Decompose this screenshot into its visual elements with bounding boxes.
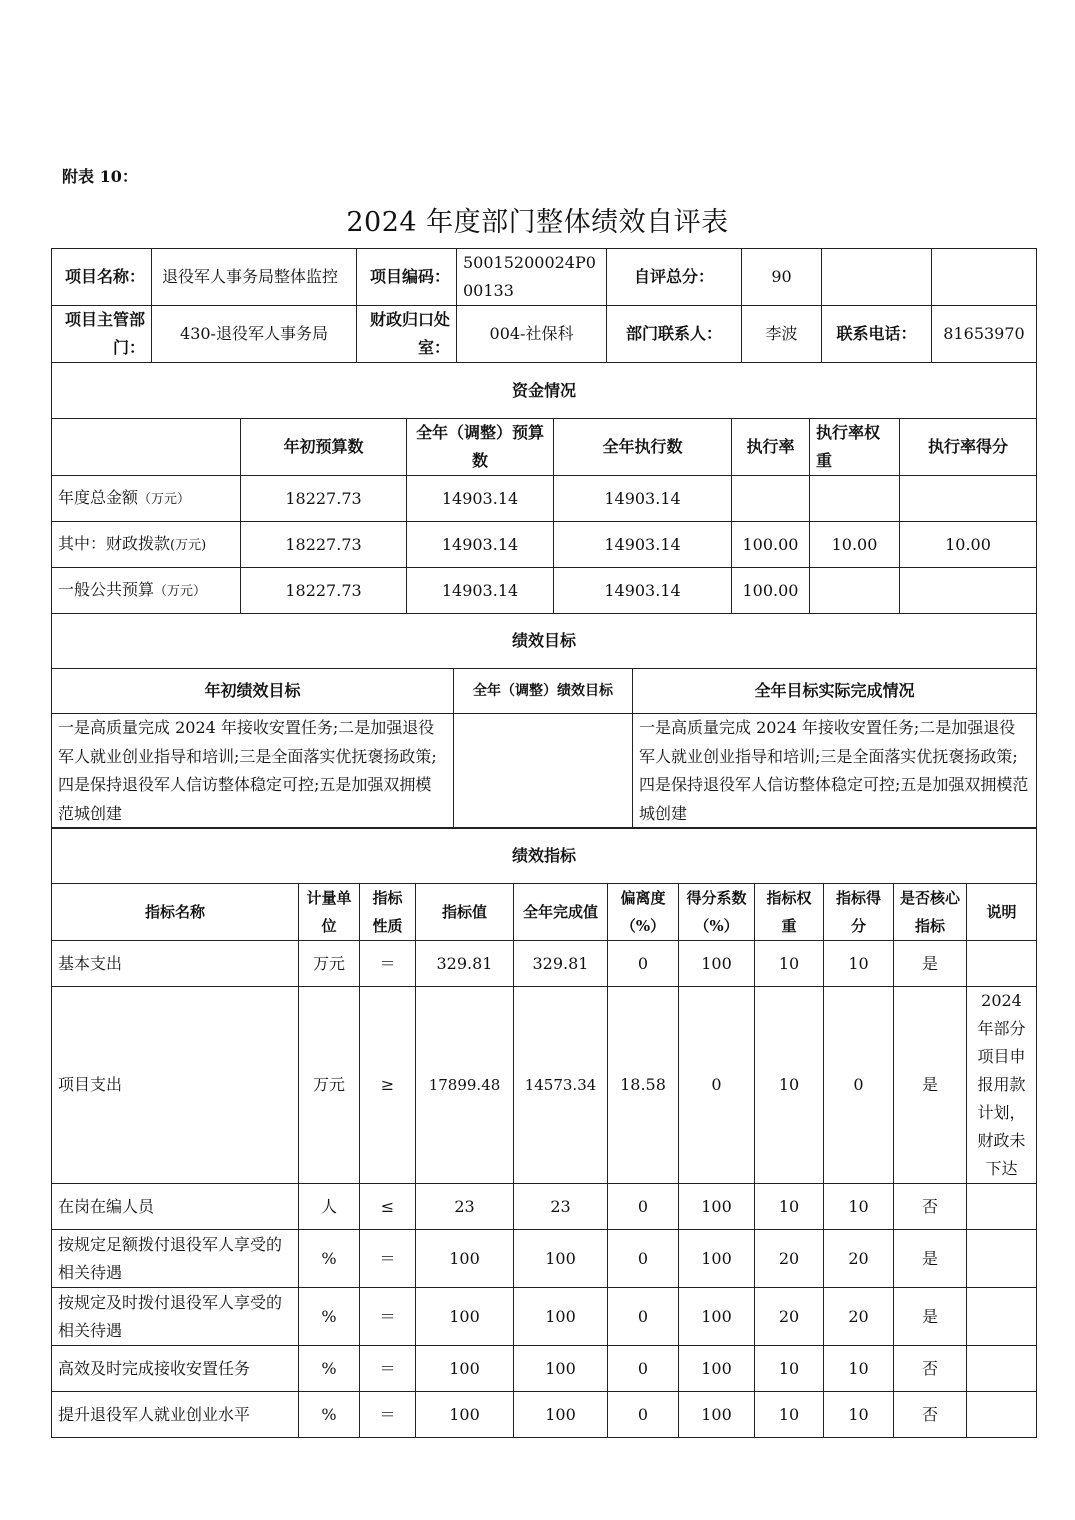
table-row: [52, 1184, 1037, 1230]
indicator-score: 20: [824, 1288, 894, 1346]
project-name-label: 项目名称：: [52, 249, 152, 306]
cell-executed: 14903.14: [554, 568, 732, 614]
table-row: [52, 1392, 1037, 1438]
cell-weight: [810, 476, 900, 522]
indicator-name: 项目支出: [52, 987, 299, 1184]
indicator-note: [967, 1392, 1037, 1438]
contact-value: 李波: [742, 306, 822, 363]
indicator-nature: ＝: [360, 941, 416, 987]
funds-table: [51, 362, 1037, 614]
cell-score: 10.00: [900, 522, 1037, 568]
phone-value: 81653970: [932, 306, 1037, 363]
actual-goal-text: 一是高质量完成 2024 年接收安置任务;二是加强退役军人就业创业指导和培训;三是全面落实优抚褒扬政策;四是保持退役军人信访整体稳定可控;五是加强双拥模范城创建: [633, 714, 1037, 829]
self-score-label: 自评总分：: [607, 249, 742, 306]
indicator-coefficient: 100: [679, 1230, 755, 1288]
indicator-core: 是: [894, 1288, 967, 1346]
indicator-deviation: 0: [608, 1346, 679, 1392]
indicator-actual: 23: [514, 1184, 608, 1230]
indicator-nature: ＝: [360, 1346, 416, 1392]
indicators-table: [51, 827, 1037, 1438]
cell-adjusted: 14903.14: [407, 568, 554, 614]
table-row: [52, 476, 1037, 522]
indicator-coefficient: 100: [679, 941, 755, 987]
indicator-core: 否: [894, 1184, 967, 1230]
table-row: [52, 1346, 1037, 1392]
indicator-note: [967, 1230, 1037, 1288]
dept-value: 430-退役军人事务局: [152, 306, 357, 363]
indicator-score: 10: [824, 941, 894, 987]
cell-rate: 100.00: [732, 522, 810, 568]
project-name-value: 退役军人事务局整体监控: [152, 249, 357, 306]
empty-cell: [822, 249, 932, 306]
col-rate-weight: 执行率权重: [810, 419, 900, 476]
col-indicator-name: 指标名称: [52, 884, 299, 941]
indicator-deviation: 0: [608, 1230, 679, 1288]
table-row: [52, 941, 1037, 987]
empty-cell: [52, 419, 241, 476]
indicator-score: 10: [824, 1392, 894, 1438]
adjusted-goal-text: [454, 714, 633, 829]
goals-section-title: 绩效目标: [52, 614, 1037, 669]
initial-goal-text: 一是高质量完成 2024 年接收安置任务;二是加强退役军人就业创业指导和培训;三是全面落实优抚褒扬政策;四是保持退役军人信访整体稳定可控;五是加强双拥模范城创建: [52, 714, 454, 829]
col-executed: 全年执行数: [554, 419, 732, 476]
indicator-score: 20: [824, 1230, 894, 1288]
indicator-weight: 10: [755, 941, 824, 987]
indicator-note: 2024 年部分项目申报用款计划，财政未下达: [967, 987, 1037, 1184]
indicator-nature: ≤: [360, 1184, 416, 1230]
row-label: 一般公共预算（万元）: [52, 568, 241, 614]
dept-label: 项目主管部门：: [52, 306, 152, 363]
indicator-actual: 14573.34: [514, 987, 608, 1184]
col-initial-goal: 年初绩效目标: [52, 669, 454, 714]
project-code-label: 项目编码：: [357, 249, 457, 306]
indicator-core: 是: [894, 987, 967, 1184]
self-score-value: 90: [742, 249, 822, 306]
indicator-name: 按规定及时拨付退役军人享受的相关待遇: [52, 1288, 299, 1346]
indicator-score: 0: [824, 987, 894, 1184]
empty-cell: [932, 249, 1037, 306]
indicator-coefficient: 0: [679, 987, 755, 1184]
table-row: [52, 987, 1037, 1184]
indicator-name: 按规定足额拨付退役军人享受的相关待遇: [52, 1230, 299, 1288]
indicator-deviation: 18.58: [608, 987, 679, 1184]
col-adjusted-goal: 全年（调整）绩效目标: [454, 669, 633, 714]
col-actual: 全年完成值: [514, 884, 608, 941]
indicator-coefficient: 100: [679, 1392, 755, 1438]
col-rate-score: 执行率得分: [900, 419, 1037, 476]
indicator-actual: 100: [514, 1288, 608, 1346]
indicator-unit: %: [299, 1230, 360, 1288]
col-unit: 计量单位: [299, 884, 360, 941]
indicators-section-title: 绩效指标: [52, 828, 1037, 884]
col-nature: 指标性质: [360, 884, 416, 941]
finance-value: 004-社保科: [457, 306, 607, 363]
indicator-score: 10: [824, 1184, 894, 1230]
col-note: 说明: [967, 884, 1037, 941]
indicator-weight: 10: [755, 1184, 824, 1230]
indicator-nature: ≥: [360, 987, 416, 1184]
phone-label: 联系电话：: [822, 306, 932, 363]
col-core: 是否核心指标: [894, 884, 967, 941]
col-score: 指标得分: [824, 884, 894, 941]
indicator-actual: 100: [514, 1230, 608, 1288]
indicator-deviation: 0: [608, 1184, 679, 1230]
indicator-actual: 100: [514, 1392, 608, 1438]
page-title: 2024 年度部门整体绩效自评表: [346, 207, 729, 238]
indicator-nature: ＝: [360, 1230, 416, 1288]
indicator-nature: ＝: [360, 1392, 416, 1438]
indicator-name: 提升退役军人就业创业水平: [52, 1392, 299, 1438]
cell-initial: 18227.73: [241, 476, 407, 522]
cell-adjusted: 14903.14: [407, 522, 554, 568]
indicator-target: 100: [416, 1230, 514, 1288]
indicator-note: [967, 1184, 1037, 1230]
indicator-coefficient: 100: [679, 1184, 755, 1230]
indicator-coefficient: 100: [679, 1288, 755, 1346]
indicator-unit: %: [299, 1346, 360, 1392]
indicator-nature: ＝: [360, 1288, 416, 1346]
table-row: [52, 522, 1037, 568]
cell-executed: 14903.14: [554, 522, 732, 568]
indicator-coefficient: 100: [679, 1346, 755, 1392]
cell-rate: [732, 476, 810, 522]
goals-table: [51, 613, 1037, 829]
indicator-target: 100: [416, 1288, 514, 1346]
col-coefficient: 得分系数（%）: [679, 884, 755, 941]
col-deviation: 偏离度（%）: [608, 884, 679, 941]
indicator-target: 23: [416, 1184, 514, 1230]
indicator-weight: 20: [755, 1230, 824, 1288]
indicator-target: 100: [416, 1346, 514, 1392]
cell-executed: 14903.14: [554, 476, 732, 522]
indicator-unit: %: [299, 1288, 360, 1346]
indicator-weight: 20: [755, 1288, 824, 1346]
indicator-actual: 329.81: [514, 941, 608, 987]
cell-score: [900, 476, 1037, 522]
table-row: [52, 1230, 1037, 1288]
indicator-core: 是: [894, 941, 967, 987]
indicator-deviation: 0: [608, 1288, 679, 1346]
col-rate: 执行率: [732, 419, 810, 476]
col-actual-goal: 全年目标实际完成情况: [633, 669, 1037, 714]
row-label: 年度总金额（万元）: [52, 476, 241, 522]
col-target: 指标值: [416, 884, 514, 941]
indicator-target: 329.81: [416, 941, 514, 987]
indicator-note: [967, 1346, 1037, 1392]
funds-section-title: 资金情况: [52, 363, 1037, 419]
indicator-core: 是: [894, 1230, 967, 1288]
indicator-unit: 人: [299, 1184, 360, 1230]
indicator-weight: 10: [755, 1346, 824, 1392]
header-table: [51, 248, 1037, 363]
indicator-score: 10: [824, 1346, 894, 1392]
col-initial-budget: 年初预算数: [241, 419, 407, 476]
cell-weight: 10.00: [810, 522, 900, 568]
indicator-weight: 10: [755, 987, 824, 1184]
cell-initial: 18227.73: [241, 522, 407, 568]
indicator-core: 否: [894, 1346, 967, 1392]
cell-weight: [810, 568, 900, 614]
indicator-core: 否: [894, 1392, 967, 1438]
col-weight: 指标权重: [755, 884, 824, 941]
indicator-note: [967, 941, 1037, 987]
indicator-deviation: 0: [608, 941, 679, 987]
cell-rate: 100.00: [732, 568, 810, 614]
indicator-target: 17899.48: [416, 987, 514, 1184]
indicator-deviation: 0: [608, 1392, 679, 1438]
row-label: 其中：财政拨款(万元): [52, 522, 241, 568]
indicator-note: [967, 1288, 1037, 1346]
indicator-name: 在岗在编人员: [52, 1184, 299, 1230]
col-adjusted-budget: 全年（调整）预算数: [407, 419, 554, 476]
cell-initial: 18227.73: [241, 568, 407, 614]
project-code-value: 50015200024P000133: [457, 249, 607, 306]
attachment-label: 附表 10：: [62, 167, 138, 186]
finance-label: 财政归口处室：: [357, 306, 457, 363]
indicator-unit: 万元: [299, 987, 360, 1184]
table-row: [52, 1288, 1037, 1346]
contact-label: 部门联系人：: [607, 306, 742, 363]
indicator-name: 基本支出: [52, 941, 299, 987]
cell-adjusted: 14903.14: [407, 476, 554, 522]
indicator-unit: %: [299, 1392, 360, 1438]
cell-score: [900, 568, 1037, 614]
table-row: [52, 568, 1037, 614]
indicator-target: 100: [416, 1392, 514, 1438]
indicator-weight: 10: [755, 1392, 824, 1438]
indicator-actual: 100: [514, 1346, 608, 1392]
indicator-name: 高效及时完成接收安置任务: [52, 1346, 299, 1392]
indicator-unit: 万元: [299, 941, 360, 987]
